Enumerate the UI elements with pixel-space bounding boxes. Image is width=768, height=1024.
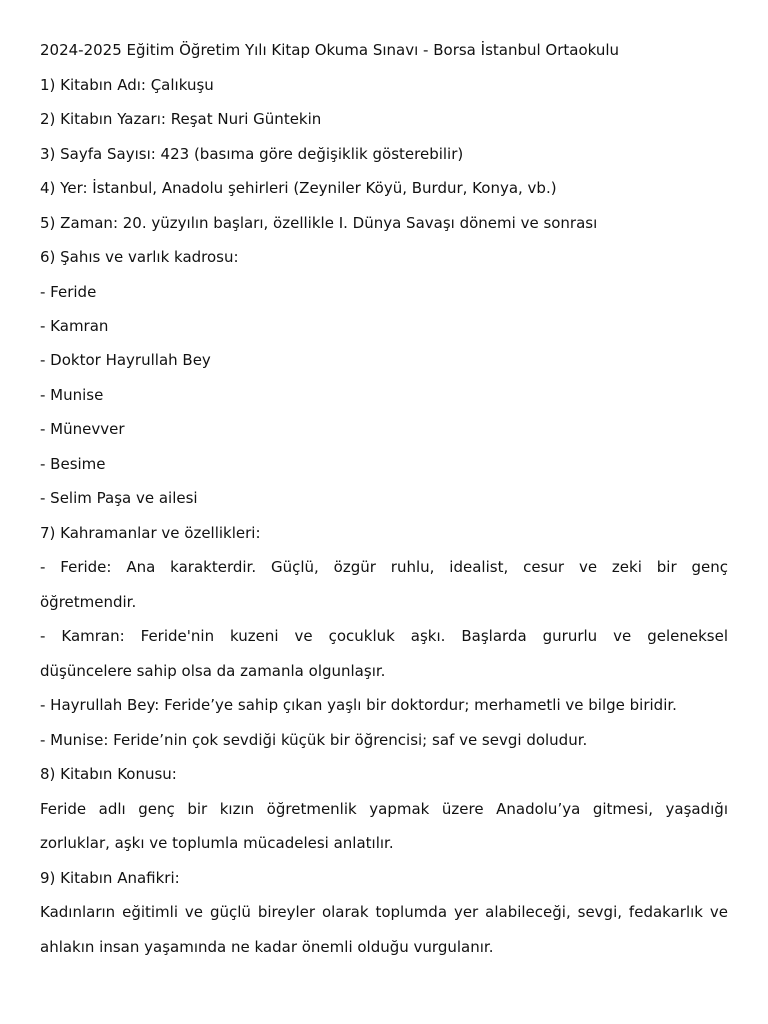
cast-item: - Besime xyxy=(40,455,106,473)
page-count: 3) Sayfa Sayısı: 423 (basıma göre değişiklik gösterebilir) xyxy=(40,145,464,163)
cast-item: - Munise xyxy=(40,386,104,404)
document-title: 2024-2025 Eğitim Öğretim Yılı Kitap Okuma Sınavı - Borsa İstanbul Ortaokulu xyxy=(40,41,620,59)
hero-kamran-line2: düşüncelere sahip olsa da zamanla olgunlaşır. xyxy=(40,662,386,680)
time: 5) Zaman: 20. yüzyılın başları, özellikle I. Dünya Savaşı dönemi ve sonrası xyxy=(40,214,598,232)
hero-feride-line2: öğretmendir. xyxy=(40,593,137,611)
idea-heading: 9) Kitabın Anafikri: xyxy=(40,869,180,887)
hero-kamran-line1: - Kamran: Feride'nin kuzeni ve çocukluk aşkı. Başlarda gururlu ve geleneksel xyxy=(40,627,728,645)
cast-item: - Münevver xyxy=(40,420,125,438)
subject-line1: Feride adlı genç bir kızın öğretmenlik yapmak üzere Anadolu’ya gitmesi, yaşadığı xyxy=(40,800,728,818)
subject-heading: 8) Kitabın Konusu: xyxy=(40,765,177,783)
idea-line2: ahlakın insan yaşamında ne kadar önemli olduğu vurgulanır. xyxy=(40,938,494,956)
cast-item: - Feride xyxy=(40,283,97,301)
idea-line1: Kadınların eğitimli ve güçlü bireyler olarak toplumda yer alabileceği, sevgi, fedakarlık ve xyxy=(40,903,728,921)
cast-item: - Doktor Hayrullah Bey xyxy=(40,351,211,369)
place: 4) Yer: İstanbul, Anadolu şehirleri (Zeyniler Köyü, Burdur, Konya, vb.) xyxy=(40,179,557,197)
book-name: 1) Kitabın Adı: Çalıkuşu xyxy=(40,76,214,94)
hero-hayrullah: - Hayrullah Bey: Feride’ye sahip çıkan yaşlı bir doktordur; merhametli ve bilge biridir. xyxy=(40,696,677,714)
cast-heading: 6) Şahıs ve varlık kadrosu: xyxy=(40,248,239,266)
cast-item: - Kamran xyxy=(40,317,109,335)
cast-item: - Selim Paşa ve ailesi xyxy=(40,489,198,507)
hero-munise: - Munise: Feride’nin çok sevdiği küçük bir öğrencisi; saf ve sevgi doludur. xyxy=(40,731,588,749)
hero-feride-line1: - Feride: Ana karakterdir. Güçlü, özgür ruhlu, idealist, cesur ve zeki bir genç xyxy=(40,558,728,576)
book-author: 2) Kitabın Yazarı: Reşat Nuri Güntekin xyxy=(40,110,322,128)
heroes-heading: 7) Kahramanlar ve özellikleri: xyxy=(40,524,261,542)
subject-line2: zorluklar, aşkı ve toplumla mücadelesi anlatılır. xyxy=(40,834,394,852)
